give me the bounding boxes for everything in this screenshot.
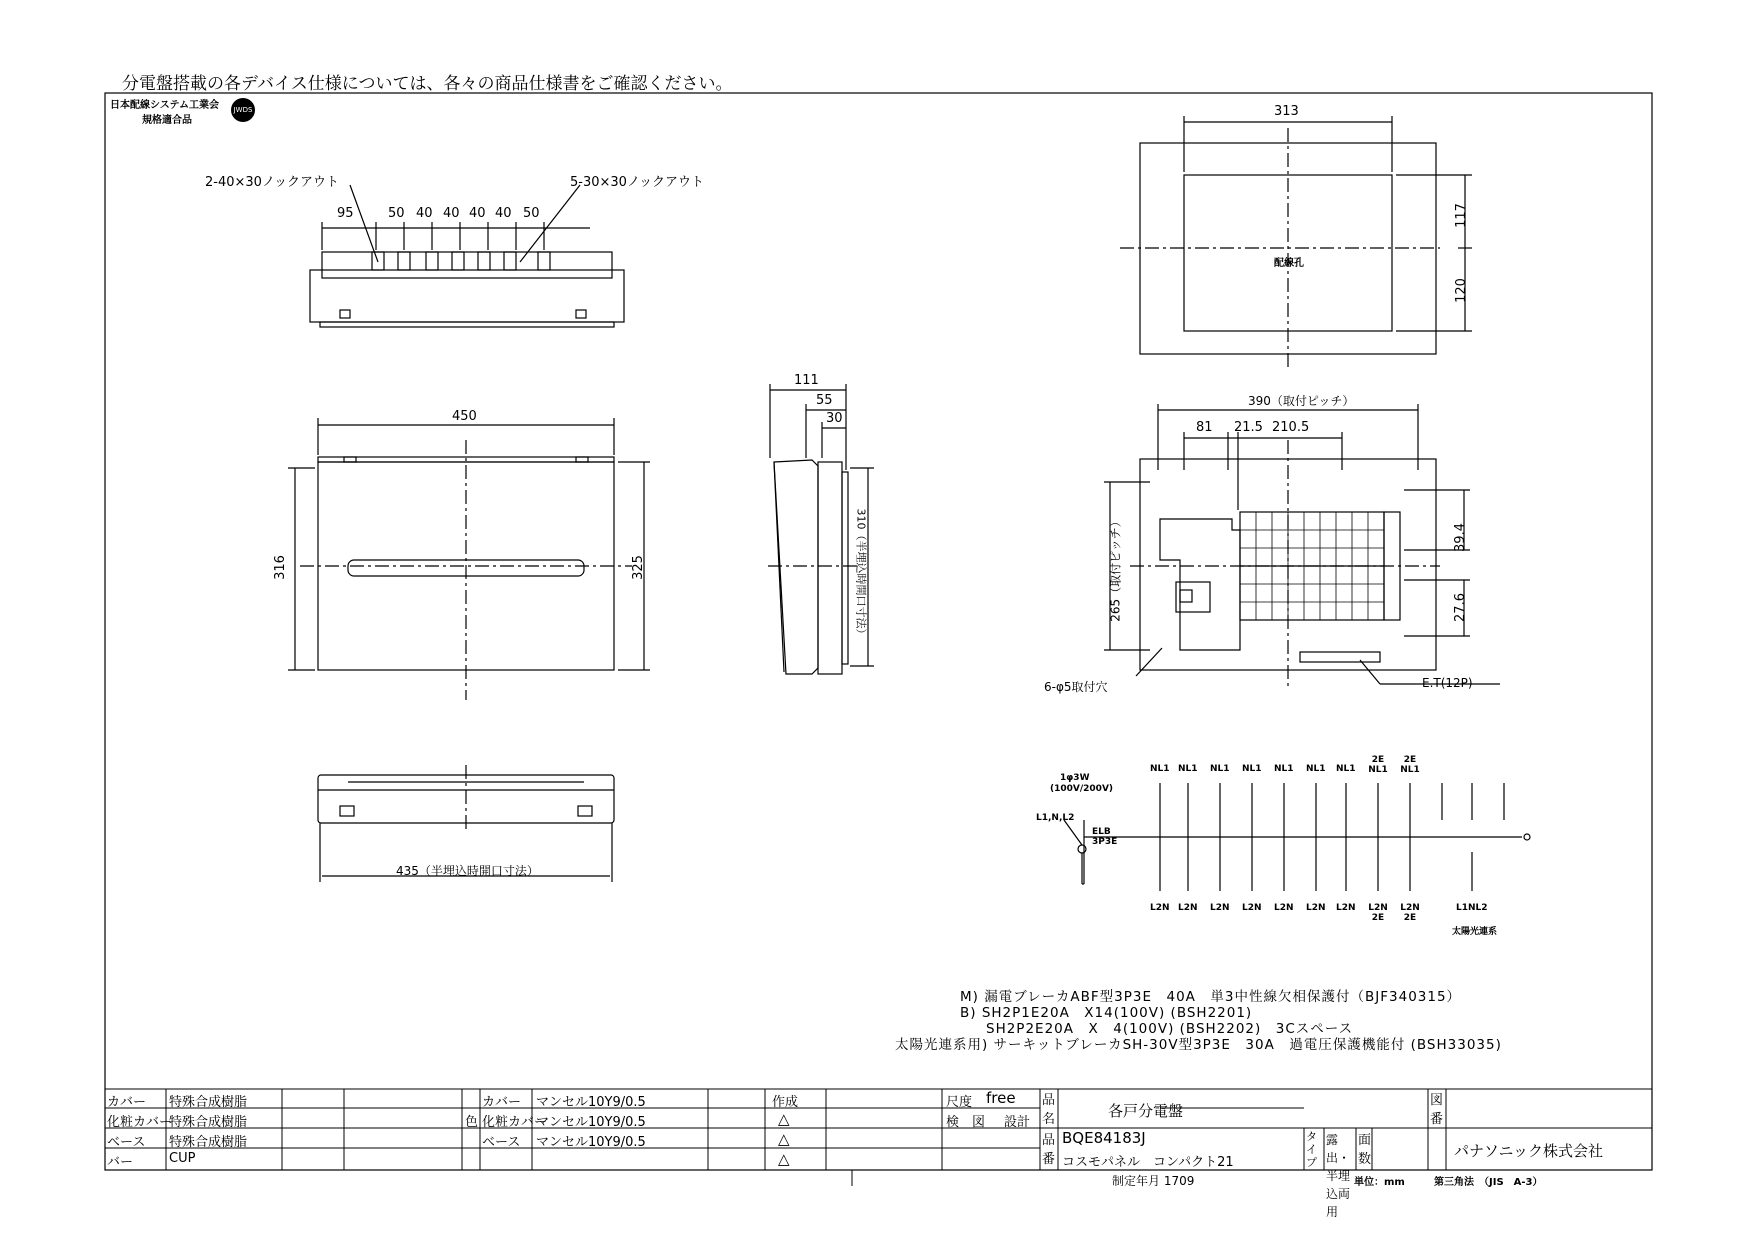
design-label: 設計 [1004, 1115, 1031, 1130]
back-117: 117 [1453, 203, 1469, 228]
circuit-diagram [1064, 783, 1530, 891]
front-height-left: 316 [272, 555, 288, 580]
branch-bottom-label: L2N [1336, 903, 1356, 913]
back-width: 313 [1274, 104, 1299, 119]
branch-top-label: NL1 [1178, 764, 1198, 774]
color-value: マンセル10Y9/0.5 [536, 1115, 646, 1130]
bottom-opening: 435（半埋込時開口寸法） [396, 864, 539, 878]
mat-label: バー [107, 1155, 134, 1170]
dim-40: 40 [443, 206, 460, 221]
mat-value: 特殊合成樹脂 [169, 1115, 248, 1130]
projection-label: 第三角法 （JIS A-3） [1434, 1177, 1543, 1188]
dim-27-6: 27.6 [1452, 593, 1468, 622]
spec-line-1: M) 漏電ブレーカABF型3P3E 40A 単3中性線欠相保護付（BJF340315） [960, 989, 1462, 1005]
branch-bottom-label: L2N [1242, 903, 1262, 913]
mat-label: ベース [107, 1135, 146, 1150]
elb-label: ELB [1092, 827, 1111, 837]
spec-line-2: B) SH2P1E20A X14(100V) (BSH2201) [960, 1005, 1253, 1021]
knockout-left-label: 2-40×30ノックアウト [205, 175, 340, 190]
drawing-face-label: 面数 [1358, 1133, 1372, 1167]
mount-holes-label: 6-φ5取付穴 [1044, 680, 1108, 694]
mat-label: カバー [107, 1095, 147, 1110]
drawing-border [105, 93, 1652, 1170]
series-name: コスモパネル コンパクト21 [1062, 1155, 1234, 1170]
revision-triangle: △ [778, 1110, 790, 1128]
wiring-hole-label: 配線孔 [1274, 258, 1304, 269]
dim-210-5: 210.5 [1272, 420, 1310, 435]
branch-top-label: 2E NL1 [1368, 755, 1388, 775]
branch-top-label: 2E NL1 [1400, 755, 1420, 775]
branch-bottom-label: L2N 2E [1400, 903, 1420, 923]
side-30: 30 [826, 411, 843, 426]
branch-bottom-label: L2N 2E [1368, 903, 1388, 923]
pitch-width: 390（取付ピッチ） [1248, 394, 1355, 408]
branch-top-label: NL1 [1306, 764, 1326, 774]
front-height-right: 325 [630, 555, 646, 580]
back-120: 120 [1453, 278, 1469, 303]
type-label: タイプ [1306, 1130, 1317, 1169]
revision-triangle: △ [778, 1130, 790, 1148]
dim-40: 40 [416, 206, 433, 221]
scale-label: 尺度 [946, 1095, 973, 1110]
inspect-label: 検 図 [946, 1115, 986, 1130]
mat-value: 特殊合成樹脂 [169, 1135, 248, 1150]
creation-label: 作成 [772, 1095, 799, 1110]
color-label: 色 [465, 1115, 479, 1130]
dim-40: 40 [495, 206, 512, 221]
front-width: 450 [452, 409, 477, 424]
dim-21-5: 21.5 [1234, 420, 1263, 435]
color-part-label: ベース [482, 1135, 521, 1150]
branch-bottom-label: L2N [1306, 903, 1326, 913]
color-part-label: 化粧カバー [482, 1115, 548, 1130]
dim-50: 50 [388, 206, 405, 221]
dim-95: 95 [337, 206, 354, 221]
branch-top-label: NL1 [1210, 764, 1230, 774]
header-note: 分電盤搭載の各デバイス仕様については、各々の商品仕様書をご確認ください。 [122, 74, 733, 94]
dim-40: 40 [469, 206, 486, 221]
branch-top-label: NL1 [1150, 764, 1170, 774]
branch-bottom-label: L2N [1274, 903, 1294, 913]
pitch-height: 265（取付ピッチ） [1108, 515, 1123, 622]
spec-line-3: SH2P2E20A X 4(100V) (BSH2202) 3Cスペース [986, 1021, 1354, 1037]
knockout-right-label: 5-30×30ノックアウト [570, 175, 705, 190]
side-depth: 111 [794, 373, 819, 388]
branch-bottom-label: L2N [1150, 903, 1170, 913]
mat-value: CUP [169, 1151, 196, 1166]
elb-label-2: 3P3E [1092, 837, 1118, 847]
side-55: 55 [816, 393, 833, 408]
branch-bottom-label: L2N [1178, 903, 1198, 913]
branch-top-label: NL1 [1274, 764, 1294, 774]
dim-50: 50 [523, 206, 540, 221]
side-opening: 310（半埋込時開口寸法） [854, 508, 868, 640]
unit-label: 単位：mm [1354, 1177, 1405, 1188]
color-value: マンセル10Y9/0.5 [536, 1095, 646, 1110]
color-value: マンセル10Y9/0.5 [536, 1135, 646, 1150]
zuban-label: 図番 [1430, 1093, 1444, 1127]
branch-bottom-label: L2N [1210, 903, 1230, 913]
et-label: E.T(12P) [1422, 676, 1473, 690]
supply-label-2: (100V/200V) [1050, 784, 1114, 794]
dim-81: 81 [1196, 420, 1213, 435]
top-view [310, 185, 624, 327]
product-name: 各戸分電盤 [1108, 1102, 1184, 1120]
supply-label: 1φ3W [1060, 773, 1090, 783]
branch-top-label: NL1 [1336, 764, 1356, 774]
solar-caption: 太陽光連系 [1452, 927, 1498, 937]
color-part-label: カバー [482, 1095, 522, 1110]
part-number: BQE84183J [1062, 1129, 1146, 1147]
hinmei-label: 品名 [1042, 1093, 1056, 1127]
solar-line-label: L1NL2 [1456, 903, 1488, 913]
jwds-logo: JWDS [231, 98, 255, 122]
type-value: 露出・半埋込両用 [1326, 1133, 1351, 1219]
hinban-label: 品番 [1042, 1133, 1056, 1167]
title-block-lines [105, 1089, 1652, 1186]
mat-value: 特殊合成樹脂 [169, 1095, 248, 1110]
standard-label: 日本配線システム工業会 [110, 100, 219, 111]
dim-39-4: 39.4 [1452, 523, 1468, 552]
spec-line-4: 太陽光連系用) サーキットブレーカSH-30V型3P3E 30A 過電圧保護機能付 (BSH33035) [895, 1037, 1502, 1053]
front-view [288, 418, 650, 700]
company-name: パナソニック株式会社 [1454, 1142, 1603, 1160]
back-view [1120, 116, 1472, 370]
revision-triangle: △ [778, 1150, 790, 1168]
standard-label-2: 規格適合品 [142, 115, 192, 126]
branch-top-label: NL1 [1242, 764, 1262, 774]
scale-value: free [986, 1089, 1016, 1107]
input-label: L1,N,L2 [1036, 813, 1075, 823]
date-label: 制定年月 1709 [1112, 1174, 1195, 1188]
inner-view [1104, 404, 1500, 690]
mat-label: 化粧カバー [107, 1115, 173, 1130]
